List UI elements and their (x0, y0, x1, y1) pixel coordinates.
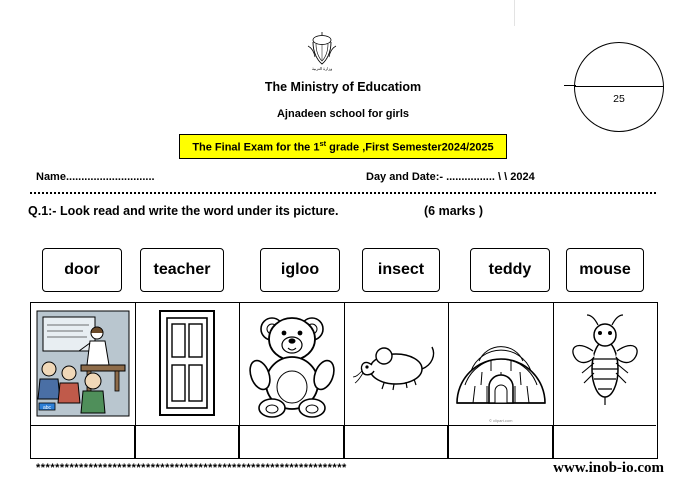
mouse-picture (345, 303, 449, 426)
word-box-igloo[interactable]: igloo (260, 248, 340, 292)
page-guide-line (514, 0, 515, 26)
ministry-emblem-icon (302, 30, 342, 72)
table-cell-teacher (31, 303, 136, 458)
name-field-label[interactable]: Name............................. (36, 171, 155, 183)
word-box-mouse[interactable]: mouse (566, 248, 644, 292)
question-text: Q.1:- Look read and write the word under its picture. (28, 204, 339, 218)
svg-text:وزارة التربية: وزارة التربية (311, 66, 333, 71)
igloo-picture (449, 303, 553, 426)
table-cell-mouse (345, 303, 450, 458)
exam-title-container (0, 134, 686, 159)
table-cell-insect (554, 303, 658, 458)
grade-circle-divider (575, 86, 663, 87)
teddy-bear-picture (240, 303, 344, 426)
door-picture (136, 303, 240, 426)
table-cell-door (136, 303, 241, 458)
exam-title-ordinal: st (319, 139, 327, 148)
school-name: Ajnadeen school for girls (276, 108, 410, 120)
insect-bee-picture (554, 303, 658, 426)
igloo-picture-caption: © clipart.com (489, 418, 513, 423)
word-bank (36, 248, 656, 292)
question-marks: (6 marks ) (424, 204, 484, 218)
teacher-classroom-picture (31, 303, 135, 426)
table-cell-igloo (449, 303, 554, 458)
word-box-teacher[interactable]: teacher (140, 248, 224, 292)
footer-stars: ***************************************************************** (36, 462, 347, 474)
ministry-title: The Ministry of Educatiom (264, 80, 422, 94)
date-field-label[interactable]: Day and Date:- ................ \ \ 2024 (366, 171, 535, 183)
grade-circle-value: 25 (613, 93, 625, 105)
header-divider (30, 192, 656, 194)
exam-title-suffix: grade ,First Semester2024/2025 (326, 141, 494, 154)
exam-title (179, 134, 506, 159)
word-box-teddy[interactable]: teddy (470, 248, 550, 292)
word-box-insect[interactable]: insect (362, 248, 440, 292)
svg-text:abc: abc (42, 405, 51, 411)
grade-circle (574, 42, 664, 132)
watermark: www.inob-io.com (553, 460, 664, 476)
table-cell-teddy (240, 303, 345, 458)
word-box-door[interactable]: door (42, 248, 122, 292)
picture-table (30, 302, 658, 459)
exam-title-prefix: The Final Exam for the 1 (192, 141, 320, 154)
